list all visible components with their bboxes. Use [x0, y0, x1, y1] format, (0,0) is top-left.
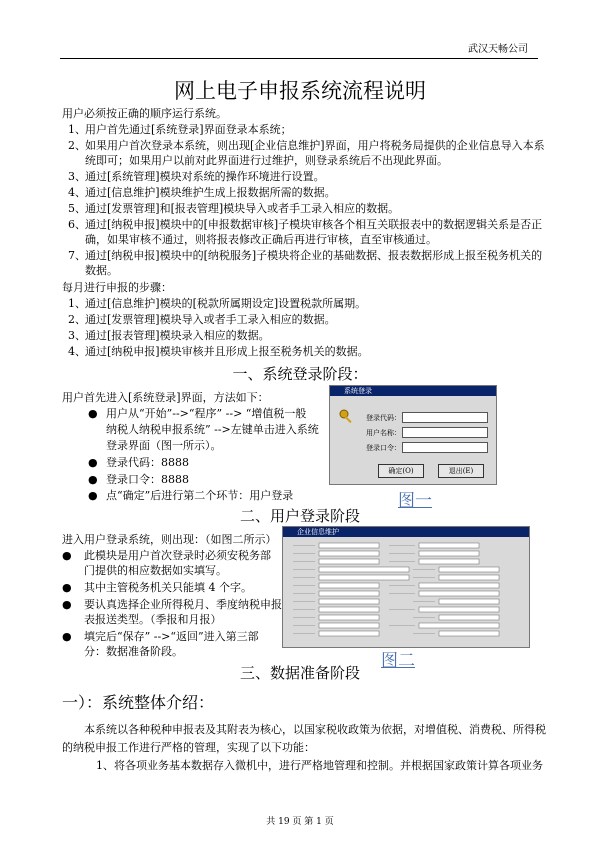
section-2-bullet-4-cont: 分：数据准备阶段。	[84, 645, 183, 658]
section-2-heading: 二、用户登录阶段	[239, 507, 360, 525]
step-6-text: 通过[纳税申报]模块中的[申报数据审核]子模块审核各个相互关联报表中的数据逻辑关系是否正	[85, 218, 543, 231]
section-1-bullet-1: 用户从“开始”-->“程序” --> “增值税一般	[106, 407, 307, 420]
bullet-dot-icon: ●	[62, 549, 72, 562]
step-2-text: 如果用户首次登录本系统，则出现[企业信息维护]界面，用户将税务局提供的企业信息导入本系	[85, 139, 545, 152]
enterprise-info-title: 企业信息维护	[283, 527, 529, 537]
ok-button[interactable]: 确定(O)	[378, 464, 424, 478]
step-4-text: 通过[信息维护]模块维护生成上报数据所需的数据。	[85, 186, 336, 199]
section-1-intro: 用户首先进入[系统登录]界面，方法如下：	[62, 391, 269, 404]
bullet-dot-icon: ●	[62, 581, 72, 594]
login-code-input[interactable]	[402, 412, 488, 423]
bullet-dot-icon: ●	[62, 630, 72, 643]
monthly-step-2-text: 通过[发票管理]模块导入或者手工录入相应的数据。	[85, 313, 336, 326]
step-7-text: 通过[纳税申报]模块中的[纳税服务]子模块将企业的基础数据、报表数据形成上报至税务机关的	[85, 249, 543, 262]
step-4-num: 4、	[68, 186, 86, 199]
section-2-bullet-3-cont: 表报送类型。（季报和月报）	[84, 613, 222, 626]
step-5-num: 5、	[68, 202, 86, 215]
monthly-step-4-num: 4、	[68, 345, 86, 358]
bullet-dot-icon: ●	[62, 598, 72, 611]
enterprise-info-figure	[282, 526, 530, 648]
bullet-dot-icon: ●	[88, 456, 98, 469]
step-6-text-cont: 确，如果审核不通过，则将报表修改正确后再进行审核，直至审核通过。	[85, 233, 437, 246]
monthly-step-1-text: 通过[信息维护]模块的[税款所属期设定]设置税款所属期。	[85, 297, 367, 310]
section-2-bullet-1-cont: 门提供的相应数据如实填写。	[84, 564, 227, 577]
section-2-bullet-2: 其中主管税务机关只能填 4 个字。	[84, 581, 252, 594]
keys-icon	[338, 408, 356, 426]
figure-2-caption: 图二	[381, 651, 415, 671]
page-title: 网上电子申报系统流程说明	[174, 79, 426, 103]
company-name: 武汉天畅公司	[468, 44, 528, 55]
monthly-step-1-num: 1、	[68, 297, 86, 310]
section-1-bullet-3: 登录口令：8888	[106, 473, 189, 486]
section-3-heading: 三、数据准备阶段	[239, 664, 360, 682]
step-2-num: 2、	[68, 139, 86, 152]
section-1-bullet-4: 点“确定”后进行第二个环节：用户登录	[106, 489, 294, 502]
step-6-num: 6、	[68, 218, 86, 231]
user-name-label: 用户名称：	[366, 429, 401, 437]
section-1-bullet-1-cont: 纳税人纳税申报系统” -->左键单击进入系统	[106, 423, 319, 436]
step-7-num: 7、	[68, 249, 86, 262]
section-2-bullet-4: 填完后“保存” -->“返回”进入第三部	[84, 630, 259, 643]
monthly-step-2-num: 2、	[68, 313, 86, 326]
section-3-para-line-1: 本系统以各种税种申报表及其附表为核心，以国家税收政策为依据，对增值税、消费税、所得税	[84, 723, 546, 736]
section-3-subheading: 一）：系统整体介绍：	[62, 693, 215, 712]
bullet-dot-icon: ●	[88, 407, 98, 420]
section-2-intro: 进入用户登录系统，则出现：（如图二所示）	[62, 533, 277, 546]
step-5-text: 通过[发票管理]和[报表管理]模块导入或者手工录入相应的数据。	[85, 202, 400, 215]
section-3-para-line-2: 的纳税申报工作进行严格的管理，实现了以下功能：	[62, 741, 315, 754]
user-name-input[interactable]	[402, 427, 488, 438]
login-dialog-figure	[329, 385, 497, 485]
header-rule	[60, 58, 538, 59]
section-1-bullet-1-cont2: 登录界面（图一所示）。	[106, 439, 222, 452]
section-1-bullet-2: 登录代码：8888	[106, 456, 189, 469]
figure-1-caption: 图一	[398, 491, 432, 511]
step-3-text: 通过[系统管理]模块对系统的操作环境进行设置。	[85, 170, 325, 183]
login-password-label: 登录口令：	[366, 444, 401, 452]
step-1-num: 1、	[68, 123, 86, 136]
bullet-dot-icon: ●	[88, 473, 98, 486]
monthly-step-3-num: 3、	[68, 329, 86, 342]
step-2-text-cont: 统即可；如果用户以前对此界面进行过维护，则登录系统后不出现此界面。	[85, 154, 448, 167]
bullet-dot-icon: ●	[88, 489, 98, 502]
intro-text: 用户必须按正确的顺序运行系统。	[62, 107, 227, 120]
login-code-label: 登录代码：	[366, 414, 401, 422]
login-dialog-title: 系统登录	[330, 386, 496, 396]
section-1-heading: 一、系统登录阶段：	[232, 365, 368, 383]
login-password-input[interactable]	[402, 442, 488, 453]
monthly-step-4-text: 通过[纳税申报]模块审核并且形成上报至税务机关的数据。	[85, 345, 369, 358]
step-3-num: 3、	[68, 170, 86, 183]
section-2-bullet-3: 要认真选择企业所得税月、季度纳税申报	[84, 598, 282, 611]
page-footer: 共 19 页 第 1 页	[266, 817, 334, 827]
section-2-bullet-1: 此模块是用户首次登录时必须安税务部	[84, 549, 271, 562]
step-7-text-cont: 数据。	[85, 264, 118, 277]
monthly-intro: 每月进行申报的步骤：	[62, 281, 172, 294]
enterprise-info-form	[289, 541, 523, 641]
step-1-text: 用户首先通过[系统登录]界面登录本系统；	[85, 123, 292, 136]
section-3-para-line-3: 1、将各项业务基本数据存入微机中，进行严格地管理和控制。并根据国家政策计算各项业务	[96, 759, 543, 772]
monthly-step-3-text: 通过[报表管理]模块录入相应的数据。	[85, 329, 270, 342]
exit-button[interactable]: 退出(E)	[438, 464, 484, 478]
